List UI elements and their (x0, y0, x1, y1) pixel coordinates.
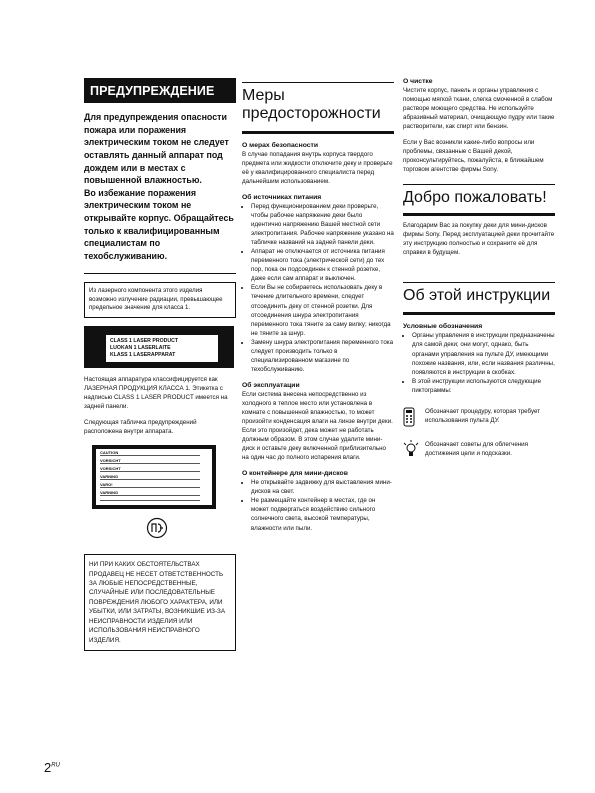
caution-head: VORSICHT (100, 466, 121, 472)
welcome-title: Добро пожаловать! (403, 189, 547, 207)
caution-text-line (100, 479, 200, 480)
list-item: • В этой инструкции используются следующие пиктограммы: (412, 377, 555, 395)
warning-text (84, 111, 236, 263)
list-item: • Если Вы не собираетесь использовать деку в течение длительного времени, следует отсоединить деку от стенной розетки. Для отсоединения шнура электропитания переменного тока тяните за саму вилку; никогда не тяните за шнур. (251, 283, 394, 337)
certification-mark-icon (146, 517, 236, 544)
label-line: CLASS 1 LASER PRODUCT (110, 338, 179, 345)
lightbulb-icon (403, 440, 425, 463)
page-number (44, 760, 60, 775)
class-note: Настоящая аппаратура классифицируется как ЛАЗЕРНАЯ ПРОДУКЦИЯ КЛАССА 1. Этикетка с надписью CLASS 1 LASER PRODUCT имеется на задней панели. (84, 376, 228, 411)
container-list (242, 478, 394, 532)
caution-head: VARNING (100, 474, 119, 480)
safety-heading: О мерах безопасности (242, 141, 319, 149)
welcome-column (403, 78, 555, 463)
list-item: • Не размещайте контейнер в местах, где он может подвергаться воздействию сильного солнечного света, высокой температуры, влажности или пыли. (251, 496, 394, 532)
caution-head: CAUTION (100, 450, 119, 456)
container-heading: О контейнере для мини-дисков (242, 470, 348, 478)
caution-text-line (100, 455, 200, 456)
divider (84, 273, 236, 274)
safety-text: В случае попадания внутрь корпуса твердого предмета или жидкости отключите деку и проверьте её у квалифицированного специалиста перед дальнейшим использованием. (242, 150, 393, 185)
remote-icon-row (403, 407, 555, 432)
list-item: • Замену шнура электропитания переменного тока следует производить только в специализированном магазине по техобслуживанию. (251, 338, 394, 374)
class-note-block (84, 376, 236, 437)
operation-text: Если система внесена непосредственно из холодного в теплое место или установлена в комнате с повышенной влажностью, то может произойти конденсация влаги на линзе внутри деки. Если это произойдет, дека может не работать должным образом. В этом случае удалите мини-диск и оставьте деку включенной приблизительно на один час до полного испарения влаги. (242, 390, 393, 462)
table-note: Следующая табличка предупреждений расположена внутри аппарата. (84, 419, 197, 436)
list-item: • Не открывайте задвижку для выставления мини-дисков на свет. (251, 478, 394, 496)
page-number-value: 2 (44, 760, 52, 775)
precautions-title: Меры предосторожности (242, 87, 381, 122)
list-item: • Перед функционированием деки проверьте, чтобы рабочее напряжение деки было идентично напряжению Вашей местной сети электропитания. Рабочее напряжение указано на табличке названий на задней панели деки. (251, 202, 394, 247)
label-line: LUOKAN 1 LASERLAITE (110, 345, 171, 352)
list-item: • Органы управления в инструкции предназначены для самой деки; они могут, однако, быть органами управления на пульте ДУ, имеющими похожие названия, или, если названия различны, появляются в инструкции в скобках. (412, 331, 555, 376)
caution-head: VARO! (100, 482, 113, 488)
laser-radiation-note: Из лазерного компонента этого изделия возможно излучение радиации, превышающее предельное значение для класса 1. (84, 282, 236, 318)
operation-heading: Об эксплуатации (242, 381, 300, 389)
caution-label-image (92, 445, 216, 509)
caution-text-line (100, 463, 200, 464)
divider (403, 312, 555, 315)
precautions-column (242, 78, 394, 533)
list-item: • Аппарат не отключается от источника питания переменного тока (электрической сети) до тех пор, пока он подсоединен к стенной розетке, даже если сам аппарат и выключен. (251, 247, 394, 283)
tip-icon-text: Обозначает советы для облегчения достижения цели и подсказки. (425, 440, 528, 457)
caution-head: VARNING (100, 490, 119, 496)
remote-control-icon (403, 407, 425, 432)
liability-disclaimer: НИ ПРИ КАКИХ ОБСТОЯТЕЛЬСТВАХ ПРОДАВЕЦ НЕ НЕСЕТ ОТВЕТСТВЕННОСТЬ ЗА ЛЮБЫЕ НЕПОСРЕДСТВЕННЫЕ, СЛУЧАЙНЫЕ ИЛИ ПОСЛЕДОВАТЕЛЬНЫЕ ПОВРЕЖДЕНИЯ ЛЮБОГО ХАРАКТЕРА, ИЛИ УБЫТКИ, ИЛИ ЗАТРАТЫ, ВОЗНИКШИЕ ИЗ-ЗА НЕИСПРАВНОСТИ ИЗДЕЛИЯ ИЛИ ИСПОЛЬЗОВАНИЯ НЕИСПРАВНОГО ИЗДЕЛИЯ. (84, 554, 236, 651)
divider (403, 213, 555, 216)
cleaning-text: Чистите корпус, панель и органы управления с помощью мягкой ткани, слегка смоченной в слабом растворе моющего средства. Не используйте абразивный материал, очищающую пудру или такие растворители, как спирт или бензин. (403, 87, 555, 131)
caution-text-line (100, 471, 200, 472)
label-line: KLASS 1 LASERAPPARAT (110, 352, 176, 359)
warning-paragraph-2: Во избежание поражения электрическим током не открывайте корпус. Обращайтесь только к квалифицированным специалистам по техобслуживанию. (84, 187, 234, 262)
conventions-heading: Условные обозначения (403, 323, 483, 331)
conventions-list (403, 331, 555, 394)
questions-text: Если у Вас возникли какие-либо вопросы или проблемы, связанные с Вашей декой, проконсультируйтесь, пожалуйста, в ближайшем торговом агентстве фирмы Sony. (403, 139, 544, 174)
caution-text-line (100, 487, 200, 488)
class1-laser-label-image (84, 326, 234, 368)
divider (242, 131, 394, 134)
caution-head: VORSICHT (100, 458, 121, 464)
warning-title: ПРЕДУПРЕЖДЕНИЕ (84, 78, 236, 103)
remote-icon-text: Обозначает процедуру, которая требует использования пульта ДУ. (425, 407, 541, 424)
power-list (242, 202, 394, 374)
warning-paragraph-1: Для предупреждения опасности пожара или поражения электрическим током не следует оставлять данный аппарат под дождем или в местах с повышенной влажностью. (84, 112, 229, 186)
about-title: Об этой инструкции (403, 286, 551, 304)
cleaning-heading: О чистке (403, 78, 433, 85)
caution-text-line (100, 500, 200, 501)
tip-icon-row (403, 440, 555, 463)
page-language-suffix: RU (51, 762, 60, 769)
power-heading: Об источниках питания (242, 194, 322, 201)
welcome-text: Благодарим Вас за покупку деки для мини-дисков фирмы Sony. Перед эксплуатацией деки прочитайте эту инструкцию полностью и сохраните её для справки в будущем. (403, 222, 555, 257)
caution-text-line (100, 495, 200, 496)
warning-column (84, 78, 236, 651)
